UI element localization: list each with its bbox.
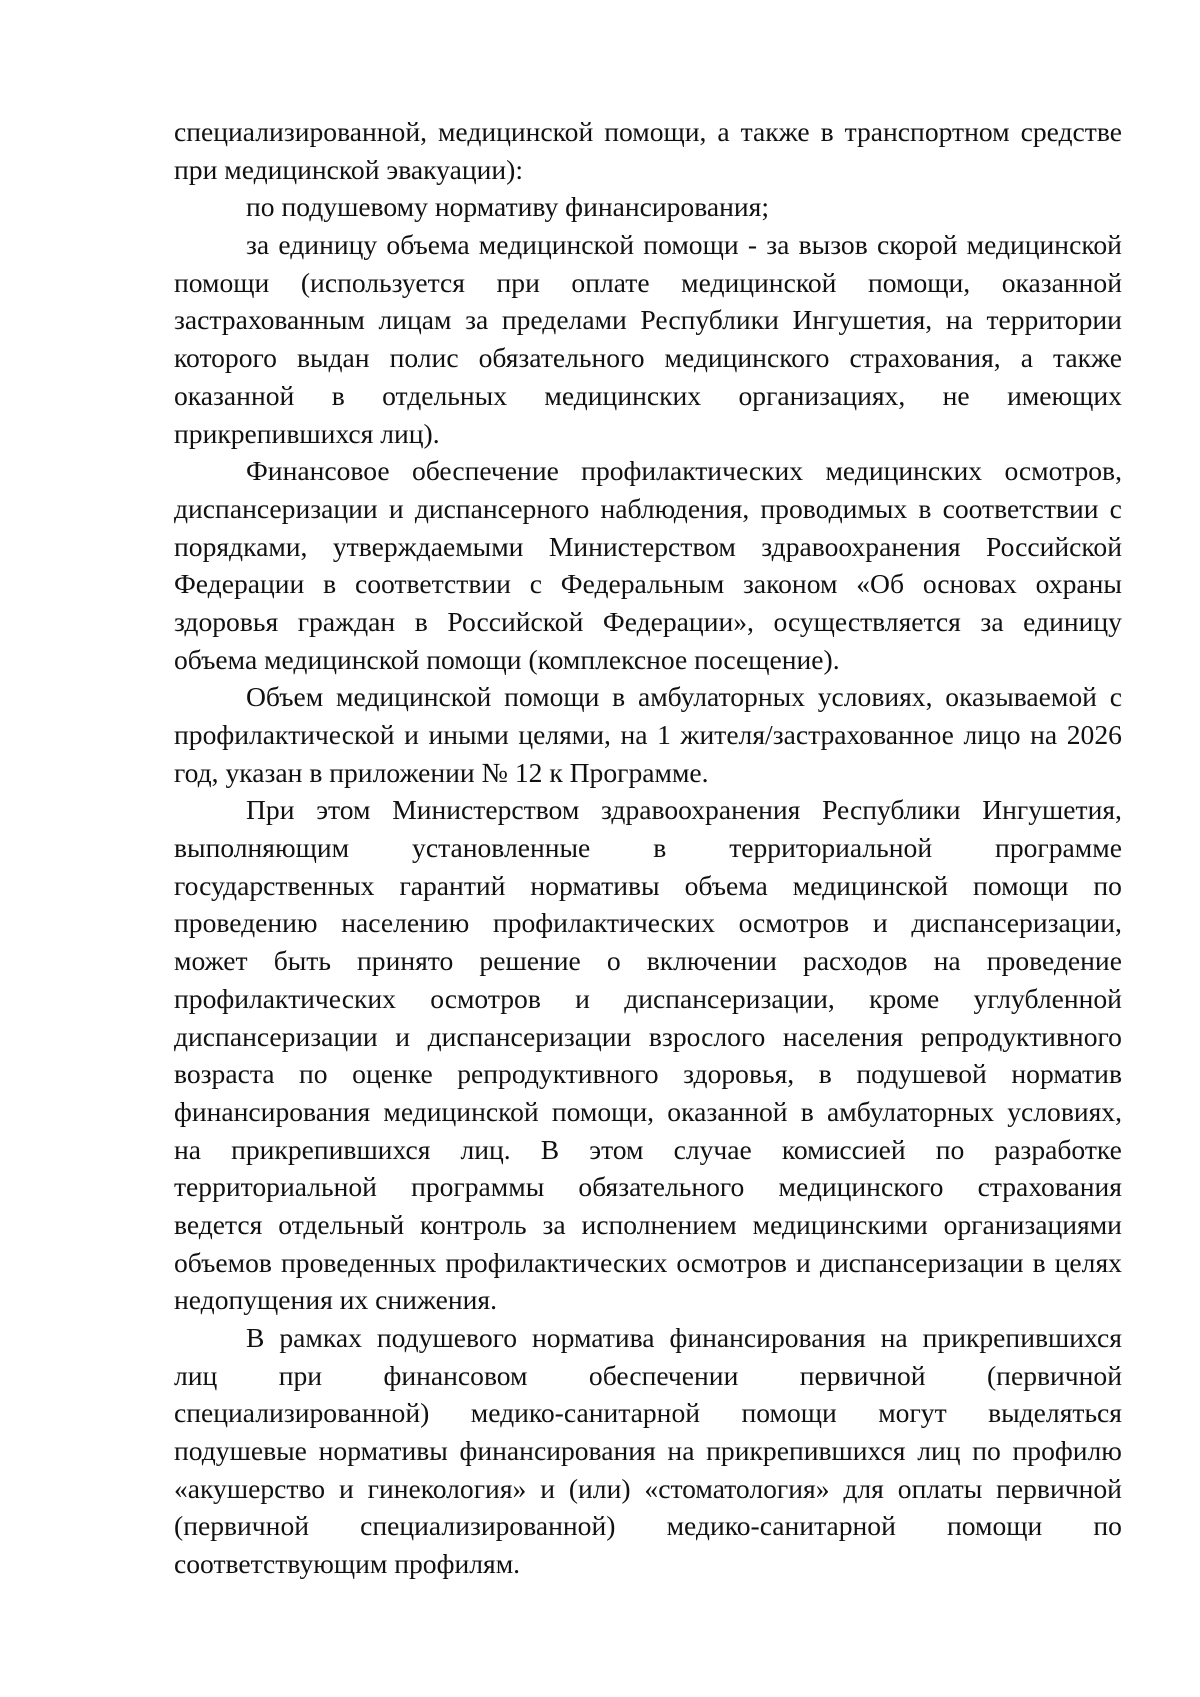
word: оплаты — [897, 1472, 983, 1504]
text-line — [174, 1018, 1122, 1056]
word: Финансовое — [246, 455, 390, 487]
word: здравоохранения — [761, 530, 961, 562]
word: возраста — [174, 1058, 275, 1090]
word: соответствии — [354, 568, 511, 600]
word: медицинского — [664, 342, 830, 374]
word: медицинской — [336, 681, 492, 713]
word: прикрепившихся — [706, 1435, 906, 1467]
word: и — [872, 907, 888, 939]
word: объема медицинской помощи (комплексное посещение). — [174, 643, 840, 675]
word: этом — [316, 794, 371, 826]
word: на — [945, 304, 973, 336]
word: медицинской — [681, 266, 837, 298]
word: медицинского — [778, 1171, 944, 1203]
word: прикрепившихся — [922, 1322, 1122, 1353]
word: жителя/застрахованное — [680, 719, 954, 750]
text-line — [174, 528, 1122, 566]
word: рамках — [279, 1322, 362, 1353]
text-line — [174, 603, 1122, 641]
text-line — [174, 415, 1122, 453]
word: помощи — [741, 1397, 837, 1429]
word: разработке — [994, 1133, 1122, 1165]
text-line — [174, 226, 1122, 264]
word: в — [820, 116, 834, 147]
word: прикрепившихся лиц). — [174, 417, 440, 449]
word: территориальной — [729, 832, 933, 864]
word: Министерством — [548, 530, 736, 562]
word: первичной — [996, 1472, 1122, 1504]
word: объема — [386, 229, 470, 261]
text-line — [174, 339, 1122, 377]
text-line — [174, 1244, 1122, 1282]
word: скорой — [876, 229, 958, 261]
word: диспансеризации — [819, 1246, 1024, 1278]
word: профилю — [1012, 1435, 1122, 1467]
word: быть — [273, 945, 331, 977]
word: за — [465, 304, 489, 336]
word: населению — [341, 907, 470, 939]
word: и — [338, 1472, 354, 1504]
word: При — [246, 794, 295, 826]
word: подушевые — [174, 1435, 307, 1467]
text-line — [174, 1168, 1122, 1206]
word: Российской — [447, 605, 584, 637]
word: отдельных — [382, 379, 507, 411]
word: медицинской — [478, 229, 635, 261]
word: населения — [782, 1020, 904, 1052]
word: территориальной — [174, 1171, 377, 1203]
word: профилактических — [174, 982, 396, 1014]
word: включении — [646, 945, 777, 977]
word: гинекология» — [367, 1472, 527, 1504]
word: профилактической — [174, 719, 395, 750]
word: с — [529, 568, 542, 600]
word: наблюдения, — [600, 492, 750, 524]
word: год, указан в приложении № 12 к Программе. — [174, 756, 709, 788]
text-line — [174, 754, 1122, 792]
word: лиц. — [460, 1133, 511, 1165]
word: расходов — [803, 945, 908, 977]
word: и — [575, 982, 590, 1014]
text-line — [174, 791, 1122, 829]
word: законом — [742, 568, 838, 600]
word: по — [299, 1058, 328, 1090]
word: выделяться — [988, 1397, 1122, 1429]
word: (первичной — [986, 1359, 1122, 1391]
text-line — [174, 151, 1122, 189]
word: В — [540, 1133, 560, 1165]
word: установленные — [412, 832, 591, 864]
word: организациях, — [738, 379, 906, 411]
word: полис — [389, 342, 459, 374]
word: объема — [684, 869, 768, 901]
word: на — [667, 1435, 695, 1467]
word: репродуктивного — [457, 1058, 659, 1090]
word: недопущения их снижения. — [174, 1284, 497, 1316]
word: исполнением — [581, 1208, 737, 1240]
word: по — [1093, 1510, 1122, 1542]
text-line — [174, 1507, 1122, 1545]
word: единицу — [1023, 605, 1122, 637]
word: лиц — [917, 1435, 961, 1467]
word: финансовом — [383, 1359, 528, 1391]
word: комиссией — [781, 1133, 906, 1165]
word: Республики — [640, 304, 779, 336]
word: Ингушетия, — [982, 794, 1122, 826]
word: соответствии — [942, 492, 1099, 524]
word: объемов — [174, 1246, 272, 1278]
word: амбулаторных — [637, 681, 805, 713]
word: помощи, — [551, 1095, 655, 1127]
word: углубленной — [973, 982, 1122, 1014]
word: (используется — [300, 266, 465, 298]
word: лицам — [378, 304, 452, 336]
word: при — [278, 1359, 323, 1391]
text-line — [174, 1545, 1122, 1583]
word: оплате — [571, 266, 650, 298]
word: диспансеризации — [174, 1020, 378, 1052]
word: страхования, — [849, 342, 1001, 374]
word: проведению — [174, 907, 318, 939]
word: для — [843, 1472, 884, 1504]
word: помощи — [973, 869, 1069, 901]
word: по — [1093, 869, 1122, 901]
text-line — [174, 1093, 1122, 1131]
word: помощи — [946, 1510, 1043, 1542]
word: здоровья, — [683, 1058, 795, 1090]
text-line — [174, 264, 1122, 302]
word: Ингушетия, — [792, 304, 933, 336]
text-line — [174, 1131, 1122, 1169]
word: решение — [479, 945, 581, 977]
word: на — [1030, 719, 1058, 750]
text-line — [174, 1206, 1122, 1244]
word: лицо — [963, 719, 1021, 750]
text-line — [174, 716, 1122, 754]
word: при медицинской эвакуации): — [174, 153, 524, 185]
text-line — [174, 1394, 1122, 1432]
word: на — [174, 1133, 202, 1165]
word: медицинской — [437, 116, 594, 147]
word: транспортном — [844, 116, 1010, 147]
word: программе — [995, 832, 1122, 864]
word: контроль — [420, 1208, 527, 1240]
text-line — [174, 113, 1122, 151]
text-line — [174, 377, 1122, 415]
word: специализированной) — [174, 1397, 430, 1429]
word: выполняющим — [174, 832, 350, 864]
text-line — [174, 867, 1122, 905]
word: застрахованным — [174, 304, 365, 336]
word: медико-санитарной — [470, 1397, 701, 1429]
word: (или) — [568, 1472, 631, 1504]
word: норматив — [1011, 1058, 1122, 1090]
word: «акушерство — [174, 1472, 326, 1504]
word: Федеральным — [560, 568, 725, 600]
word: помощи, — [604, 116, 707, 147]
word: обеспечении — [588, 1359, 739, 1391]
word: на — [880, 1322, 908, 1353]
word: подушевого — [376, 1322, 518, 1353]
text-line — [174, 1055, 1122, 1093]
word: за — [542, 1208, 566, 1240]
text-line — [174, 452, 1122, 490]
text-line — [174, 942, 1122, 980]
word: проводимых — [760, 492, 908, 524]
text-line — [174, 1470, 1122, 1508]
word: программы — [411, 1171, 545, 1203]
word: в — [653, 832, 667, 864]
word: финансирования — [174, 1095, 371, 1127]
word: - — [747, 229, 758, 261]
word: с — [1109, 681, 1122, 713]
word: репродуктивного — [920, 1020, 1122, 1052]
word: помощи — [643, 229, 739, 261]
text-line — [174, 980, 1122, 1018]
word: и — [395, 1020, 411, 1052]
text-line — [174, 1432, 1122, 1470]
word: проведенных — [281, 1246, 437, 1278]
word: с — [1109, 492, 1122, 524]
word: специализированной, — [174, 116, 427, 147]
word: в — [918, 492, 932, 524]
word: нормативы — [530, 869, 660, 901]
word: в — [818, 1058, 832, 1090]
text-line — [174, 641, 1122, 679]
word: а — [1020, 342, 1033, 374]
word: В — [246, 1322, 265, 1353]
word: на — [620, 719, 648, 750]
word: отдельный — [278, 1208, 405, 1240]
word: по — [972, 1435, 1001, 1467]
word: условиях, — [1007, 1095, 1122, 1127]
word: медицинской — [966, 229, 1122, 261]
word: по подушевому нормативу финансирования; — [246, 191, 770, 223]
word: проведение — [986, 945, 1122, 977]
word: единицу — [278, 229, 378, 261]
word: страхования — [977, 1171, 1122, 1203]
word: целях — [1054, 1246, 1122, 1278]
word: оказанной — [174, 379, 295, 411]
word: здравоохранения — [601, 794, 801, 826]
word: специализированной) — [360, 1510, 616, 1542]
word: прикрепившихся — [231, 1133, 431, 1165]
word: обязательного — [478, 342, 645, 374]
word: имеющих — [1007, 379, 1122, 411]
word: Объем — [246, 681, 324, 713]
word: осмотров — [676, 1246, 787, 1278]
word: гарантий — [399, 869, 506, 901]
word: соответствующим профилям. — [174, 1548, 521, 1580]
word: которого — [174, 342, 277, 374]
text-line — [174, 1281, 1122, 1319]
word: и — [796, 1246, 811, 1278]
word: амбулаторных — [827, 1095, 994, 1127]
text-line — [174, 301, 1122, 339]
word: не — [942, 379, 970, 411]
word: медицинской — [383, 1095, 539, 1127]
text-line — [174, 829, 1122, 867]
word: на — [933, 945, 961, 977]
word: выдан — [296, 342, 370, 374]
word: этом — [589, 1133, 644, 1165]
word: медицинских — [825, 455, 983, 487]
word: иными — [428, 719, 509, 750]
word: первичной — [799, 1359, 926, 1391]
word: медицинских — [544, 379, 702, 411]
word: медицинскими — [752, 1208, 928, 1240]
word: порядками, — [174, 530, 308, 562]
word: профилактических — [445, 1246, 668, 1278]
word: здоровья — [174, 605, 279, 637]
word: условиях, — [817, 681, 933, 713]
word: и — [388, 492, 404, 524]
word: профилактических — [581, 455, 804, 487]
word: Федерации — [174, 568, 305, 600]
word: граждан — [297, 605, 396, 637]
word: 1 — [657, 719, 671, 750]
word: а — [717, 116, 730, 147]
word: Федерации», — [602, 605, 754, 637]
text-line — [174, 1357, 1122, 1395]
text-line — [174, 188, 1122, 226]
word: принято — [357, 945, 454, 977]
word: помощи — [174, 266, 270, 298]
word: финансирования — [669, 1322, 866, 1353]
word: нормативы — [318, 1435, 448, 1467]
text-line — [174, 678, 1122, 716]
word: диспансеризации — [427, 1020, 632, 1052]
word: медико-санитарной — [666, 1510, 896, 1542]
word: вызов — [798, 229, 868, 261]
word: и — [540, 1472, 555, 1504]
word: основах — [922, 568, 1017, 600]
word: также — [740, 116, 810, 147]
word: обеспечение — [411, 455, 559, 487]
word: осмотров — [738, 907, 850, 939]
word: за — [246, 229, 270, 261]
word: по — [935, 1133, 965, 1165]
word: также — [1052, 342, 1122, 374]
word: могут — [878, 1397, 947, 1429]
text-line — [174, 490, 1122, 528]
word: в — [331, 379, 345, 411]
word: в — [800, 1095, 814, 1127]
word: финансирования — [459, 1435, 656, 1467]
word: диспансеризации, — [911, 907, 1122, 939]
word: государственных — [174, 869, 375, 901]
word: в — [1032, 1246, 1046, 1278]
word: и — [404, 719, 419, 750]
word: при — [496, 266, 540, 298]
word: диспансерного — [414, 492, 590, 524]
word: (первичной — [174, 1510, 310, 1542]
word: 2026 — [1066, 719, 1122, 750]
word: осмотров — [430, 982, 541, 1014]
word: оказанной — [1001, 266, 1122, 298]
word: ведется — [174, 1208, 263, 1240]
word: охраны — [1035, 568, 1122, 600]
word: «Об — [856, 568, 905, 600]
word: Республики — [822, 794, 961, 826]
word: о — [606, 945, 621, 977]
word: утверждаемыми — [332, 530, 524, 562]
word: Министерством — [392, 794, 580, 826]
word: осуществляется — [773, 605, 961, 637]
word: лиц — [174, 1359, 218, 1391]
word: норматива — [532, 1322, 655, 1353]
word: профилактических — [492, 907, 715, 939]
word: помощи, — [867, 266, 971, 298]
word: взрослого — [648, 1020, 766, 1052]
word: в — [612, 681, 626, 713]
word: Российской — [985, 530, 1122, 562]
word: медицинской — [792, 869, 949, 901]
word: в — [414, 605, 428, 637]
word: за — [766, 229, 790, 261]
word: оценке — [352, 1058, 433, 1090]
word: осмотров, — [1004, 455, 1122, 487]
word: обязательного — [578, 1171, 745, 1203]
word: «стоматология» — [644, 1472, 830, 1504]
word: кроме — [869, 982, 940, 1014]
text-line — [174, 904, 1122, 942]
word: за — [980, 605, 1004, 637]
word: в — [323, 568, 337, 600]
word: диспансеризации — [174, 492, 378, 524]
word: территории — [986, 304, 1122, 336]
word: подушевой — [856, 1058, 987, 1090]
text-line — [174, 1319, 1122, 1357]
word: средстве — [1020, 116, 1122, 147]
word: пределами — [501, 304, 627, 336]
word: целями, — [518, 719, 611, 750]
word: может — [174, 945, 248, 977]
word: диспансеризации, — [624, 982, 835, 1014]
text-line — [174, 565, 1122, 603]
word: случае — [673, 1133, 752, 1165]
word: организациями — [943, 1208, 1122, 1240]
word: помощи — [504, 681, 600, 713]
word: оказанной — [667, 1095, 788, 1127]
word: оказываемой — [945, 681, 1097, 713]
